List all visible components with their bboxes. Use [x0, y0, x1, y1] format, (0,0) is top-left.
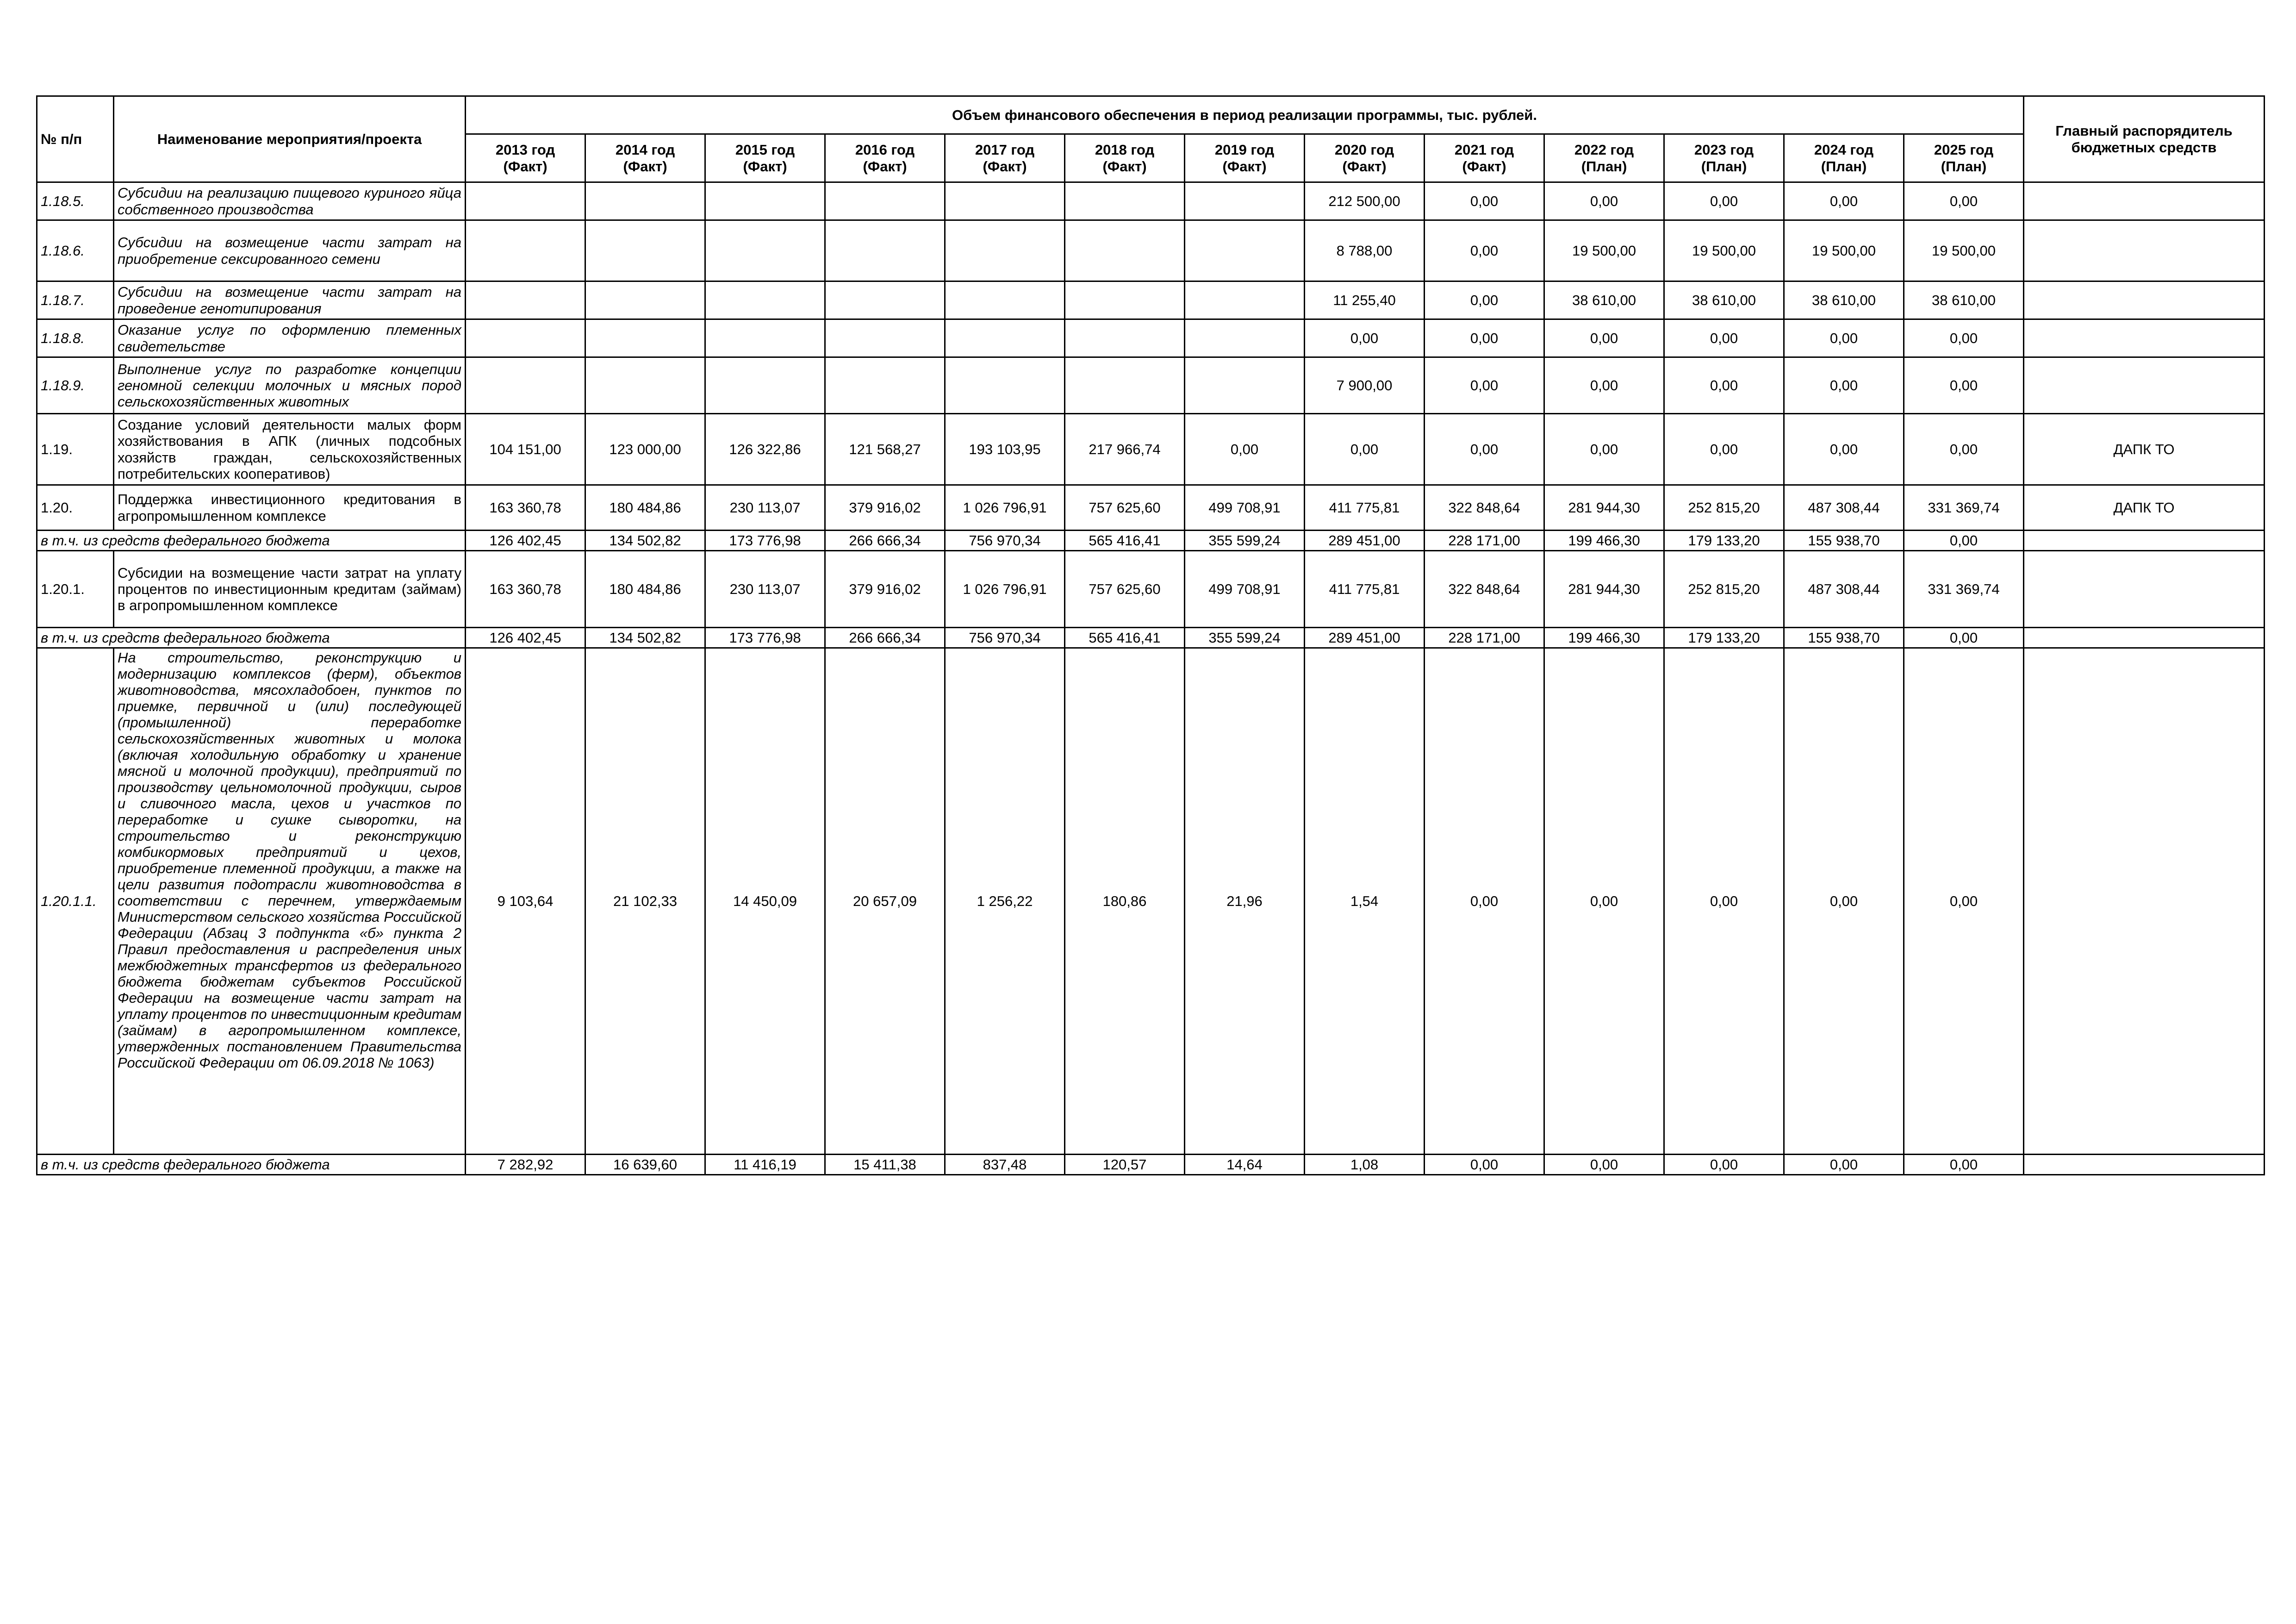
- amount-cell: 499 708,91: [1185, 551, 1305, 628]
- amount-cell: [1185, 357, 1305, 414]
- amount-cell: [1185, 182, 1305, 220]
- amount-cell: 179 133,20: [1664, 531, 1784, 551]
- amount-cell: 8 788,00: [1305, 220, 1425, 281]
- amount-cell: [945, 357, 1065, 414]
- column-header-year: [1544, 134, 1664, 182]
- activity-name: Оказание услуг по оформлению племенных свидетельстве: [114, 319, 466, 357]
- amount-cell: 322 848,64: [1425, 485, 1544, 531]
- amount-cell: 155 938,70: [1784, 531, 1904, 551]
- amount-cell: [1185, 319, 1305, 357]
- responsible-cell: [2024, 319, 2265, 357]
- amount-cell: 9 103,64: [466, 648, 585, 1155]
- amount-cell: 1,08: [1305, 1155, 1425, 1175]
- amount-cell: 173 776,98: [705, 531, 825, 551]
- amount-cell: 163 360,78: [466, 551, 585, 628]
- amount-cell: 20 657,09: [825, 648, 945, 1155]
- amount-cell: 0,00: [1784, 414, 1904, 485]
- activity-name: Создание условий деятельности малых форм хозяйствования в АПК (личных подсобных хозяйств граждан, сельскохозяйственных потребительских кооперативов): [114, 414, 466, 485]
- year-label: 2014 год: [615, 142, 675, 158]
- column-header-year: [1425, 134, 1544, 182]
- amount-cell: [585, 357, 705, 414]
- year-kind: (Факт): [503, 158, 548, 175]
- year-kind: (Факт): [863, 158, 907, 175]
- amount-cell: 0,00: [1784, 357, 1904, 414]
- amount-cell: 1 256,22: [945, 648, 1065, 1155]
- amount-cell: 38 610,00: [1904, 281, 2024, 319]
- row-number: 1.18.9.: [37, 357, 114, 414]
- table-row: [37, 182, 2265, 220]
- amount-cell: [825, 357, 945, 414]
- amount-cell: 230 113,07: [705, 485, 825, 531]
- amount-cell: 0,00: [1544, 319, 1664, 357]
- amount-cell: 0,00: [1425, 281, 1544, 319]
- amount-cell: 180 484,86: [585, 485, 705, 531]
- amount-cell: 14 450,09: [705, 648, 825, 1155]
- responsible-cell: ДАПК ТО: [2024, 485, 2265, 531]
- responsible-cell: [2024, 628, 2265, 648]
- amount-cell: [585, 281, 705, 319]
- amount-cell: 0,00: [1544, 182, 1664, 220]
- amount-cell: 126 322,86: [705, 414, 825, 485]
- column-header-year: [1904, 134, 2024, 182]
- year-label: 2022 год: [1574, 142, 1634, 158]
- amount-cell: [1185, 281, 1305, 319]
- amount-cell: 38 610,00: [1544, 281, 1664, 319]
- amount-cell: 104 151,00: [466, 414, 585, 485]
- amount-cell: 19 500,00: [1544, 220, 1664, 281]
- amount-cell: 411 775,81: [1305, 485, 1425, 531]
- amount-cell: 38 610,00: [1664, 281, 1784, 319]
- amount-cell: 411 775,81: [1305, 551, 1425, 628]
- amount-cell: 1 026 796,91: [945, 551, 1065, 628]
- amount-cell: [705, 357, 825, 414]
- amount-cell: 123 000,00: [585, 414, 705, 485]
- amount-cell: 0,00: [1425, 220, 1544, 281]
- amount-cell: 199 466,30: [1544, 628, 1664, 648]
- amount-cell: 0,00: [1664, 414, 1784, 485]
- amount-cell: 281 944,30: [1544, 551, 1664, 628]
- amount-cell: 1,54: [1305, 648, 1425, 1155]
- amount-cell: 19 500,00: [1664, 220, 1784, 281]
- amount-cell: 155 938,70: [1784, 628, 1904, 648]
- amount-cell: [825, 281, 945, 319]
- activity-name: Выполнение услуг по разработке концепции геномной селекции молочных и мясных пород сельскохозяйственных животных: [114, 357, 466, 414]
- column-header-year: [1065, 134, 1185, 182]
- amount-cell: 379 916,02: [825, 485, 945, 531]
- amount-cell: 120,57: [1065, 1155, 1185, 1175]
- amount-cell: 487 308,44: [1784, 551, 1904, 628]
- amount-cell: 228 171,00: [1425, 531, 1544, 551]
- year-label: 2018 год: [1095, 142, 1155, 158]
- responsible-cell: [2024, 182, 2265, 220]
- responsible-cell: [2024, 531, 2265, 551]
- table-row: [37, 648, 2265, 1155]
- row-number: 1.20.: [37, 485, 114, 531]
- year-label: 2016 год: [855, 142, 915, 158]
- column-header-year: [705, 134, 825, 182]
- year-kind: (План): [1821, 158, 1867, 175]
- amount-cell: 0,00: [1904, 628, 2024, 648]
- amount-cell: 0,00: [1904, 1155, 2024, 1175]
- amount-cell: 19 500,00: [1904, 220, 2024, 281]
- amount-cell: 379 916,02: [825, 551, 945, 628]
- amount-cell: [705, 281, 825, 319]
- amount-cell: [1065, 281, 1185, 319]
- amount-cell: 565 416,41: [1065, 531, 1185, 551]
- column-header-year: [585, 134, 705, 182]
- year-label: 2015 год: [735, 142, 795, 158]
- amount-cell: 0,00: [1664, 319, 1784, 357]
- responsible-cell: [2024, 281, 2265, 319]
- amount-cell: 0,00: [1185, 414, 1305, 485]
- amount-cell: 0,00: [1664, 648, 1784, 1155]
- amount-cell: [705, 319, 825, 357]
- amount-cell: 134 502,82: [585, 628, 705, 648]
- amount-cell: 565 416,41: [1065, 628, 1185, 648]
- responsible-cell: [2024, 551, 2265, 628]
- year-kind: (Факт): [623, 158, 667, 175]
- year-kind: (Факт): [743, 158, 787, 175]
- activity-name: Субсидии на возмещение части затрат на проведение генотипирования: [114, 281, 466, 319]
- amount-cell: 11 255,40: [1305, 281, 1425, 319]
- amount-cell: 180 484,86: [585, 551, 705, 628]
- row-number: 1.20.1.1.: [37, 648, 114, 1155]
- year-label: 2020 год: [1334, 142, 1394, 158]
- amount-cell: 21 102,33: [585, 648, 705, 1155]
- amount-cell: 0,00: [1784, 319, 1904, 357]
- year-kind: (План): [1581, 158, 1627, 175]
- amount-cell: 212 500,00: [1305, 182, 1425, 220]
- row-number: 1.18.6.: [37, 220, 114, 281]
- amount-cell: [945, 319, 1065, 357]
- amount-cell: [466, 182, 585, 220]
- row-number: 1.18.7.: [37, 281, 114, 319]
- amount-cell: [585, 220, 705, 281]
- column-header-year: [1784, 134, 1904, 182]
- amount-cell: 757 625,60: [1065, 485, 1185, 531]
- table-row: [37, 220, 2265, 281]
- amount-cell: 355 599,24: [1185, 531, 1305, 551]
- amount-cell: 0,00: [1425, 648, 1544, 1155]
- amount-cell: 7 900,00: [1305, 357, 1425, 414]
- activity-name: Субсидии на возмещение части затрат на уплату процентов по инвестиционным кредитам (займам) в агропромышленном комплексе: [114, 551, 466, 628]
- year-kind: (Факт): [1342, 158, 1387, 175]
- year-label: 2023 год: [1694, 142, 1754, 158]
- responsible-cell: [2024, 357, 2265, 414]
- amount-cell: [945, 220, 1065, 281]
- amount-cell: 355 599,24: [1185, 628, 1305, 648]
- amount-cell: [1065, 182, 1185, 220]
- amount-cell: 230 113,07: [705, 551, 825, 628]
- amount-cell: 322 848,64: [1425, 551, 1544, 628]
- amount-cell: [825, 220, 945, 281]
- table-subtotal-row: [37, 1155, 2265, 1175]
- year-kind: (Факт): [1462, 158, 1506, 175]
- amount-cell: 180,86: [1065, 648, 1185, 1155]
- year-label: 2025 год: [1934, 142, 1994, 158]
- year-kind: (План): [1941, 158, 1987, 175]
- amount-cell: 0,00: [1544, 357, 1664, 414]
- amount-cell: 757 625,60: [1065, 551, 1185, 628]
- amount-cell: 0,00: [1425, 1155, 1544, 1175]
- amount-cell: 0,00: [1544, 648, 1664, 1155]
- year-kind: (Факт): [1102, 158, 1147, 175]
- table-header: [37, 96, 2265, 182]
- activity-name: Поддержка инвестиционного кредитования в агропромышленном комплексе: [114, 485, 466, 531]
- amount-cell: 14,64: [1185, 1155, 1305, 1175]
- amount-cell: 21,96: [1185, 648, 1305, 1155]
- activity-name: Субсидии на реализацию пищевого куриного яйца собственного производства: [114, 182, 466, 220]
- amount-cell: 0,00: [1664, 1155, 1784, 1175]
- table-row: [37, 357, 2265, 414]
- amount-cell: 217 966,74: [1065, 414, 1185, 485]
- financing-table: [36, 95, 2265, 1175]
- amount-cell: 0,00: [1904, 319, 2024, 357]
- responsible-cell: [2024, 1155, 2265, 1175]
- amount-cell: 0,00: [1904, 648, 2024, 1155]
- amount-cell: 266 666,34: [825, 628, 945, 648]
- column-header-num: № п/п: [37, 96, 114, 182]
- row-number: 1.18.5.: [37, 182, 114, 220]
- amount-cell: 289 451,00: [1305, 628, 1425, 648]
- row-number: 1.18.8.: [37, 319, 114, 357]
- amount-cell: 0,00: [1784, 1155, 1904, 1175]
- amount-cell: 15 411,38: [825, 1155, 945, 1175]
- amount-cell: 0,00: [1904, 531, 2024, 551]
- amount-cell: [945, 281, 1065, 319]
- column-header-year: [1305, 134, 1425, 182]
- amount-cell: [825, 182, 945, 220]
- amount-cell: 19 500,00: [1784, 220, 1904, 281]
- amount-cell: 0,00: [1904, 414, 2024, 485]
- federal-budget-label: в т.ч. из средств федерального бюджета: [37, 531, 466, 551]
- row-number: 1.20.1.: [37, 551, 114, 628]
- amount-cell: [466, 220, 585, 281]
- amount-cell: 126 402,45: [466, 531, 585, 551]
- amount-cell: [585, 319, 705, 357]
- amount-cell: [466, 281, 585, 319]
- amount-cell: 0,00: [1784, 182, 1904, 220]
- amount-cell: 193 103,95: [945, 414, 1065, 485]
- table-row: [37, 281, 2265, 319]
- column-header-year: [466, 134, 585, 182]
- amount-cell: 289 451,00: [1305, 531, 1425, 551]
- amount-cell: 163 360,78: [466, 485, 585, 531]
- amount-cell: 126 402,45: [466, 628, 585, 648]
- amount-cell: 0,00: [1904, 357, 2024, 414]
- column-header-year: [1664, 134, 1784, 182]
- amount-cell: [1065, 319, 1185, 357]
- amount-cell: 11 416,19: [705, 1155, 825, 1175]
- table-row: [37, 551, 2265, 628]
- column-header-finance: Объем финансового обеспечения в период реализации программы, тыс. рублей.: [466, 96, 2024, 134]
- amount-cell: 499 708,91: [1185, 485, 1305, 531]
- year-kind: (Факт): [1222, 158, 1267, 175]
- amount-cell: [1185, 220, 1305, 281]
- amount-cell: 281 944,30: [1544, 485, 1664, 531]
- amount-cell: 0,00: [1904, 182, 2024, 220]
- year-kind: (План): [1701, 158, 1747, 175]
- table-subtotal-row: [37, 531, 2265, 551]
- amount-cell: [705, 220, 825, 281]
- amount-cell: 0,00: [1305, 414, 1425, 485]
- amount-cell: 134 502,82: [585, 531, 705, 551]
- year-label: 2024 год: [1814, 142, 1874, 158]
- amount-cell: 199 466,30: [1544, 531, 1664, 551]
- amount-cell: 0,00: [1425, 182, 1544, 220]
- amount-cell: 0,00: [1544, 414, 1664, 485]
- year-kind: (Факт): [983, 158, 1027, 175]
- column-header-year: [1185, 134, 1305, 182]
- year-label: 2013 год: [495, 142, 555, 158]
- amount-cell: 252 815,20: [1664, 551, 1784, 628]
- amount-cell: 837,48: [945, 1155, 1065, 1175]
- amount-cell: [466, 319, 585, 357]
- amount-cell: [1065, 357, 1185, 414]
- amount-cell: 7 282,92: [466, 1155, 585, 1175]
- column-header-name: Наименование мероприятия/проекта: [114, 96, 466, 182]
- responsible-cell: ДАПК ТО: [2024, 414, 2265, 485]
- amount-cell: 0,00: [1425, 414, 1544, 485]
- amount-cell: [825, 319, 945, 357]
- amount-cell: 179 133,20: [1664, 628, 1784, 648]
- amount-cell: 331 369,74: [1904, 485, 2024, 531]
- column-header-year: [945, 134, 1065, 182]
- amount-cell: 0,00: [1425, 319, 1544, 357]
- amount-cell: 0,00: [1305, 319, 1425, 357]
- amount-cell: 228 171,00: [1425, 628, 1544, 648]
- amount-cell: 266 666,34: [825, 531, 945, 551]
- amount-cell: 0,00: [1425, 357, 1544, 414]
- amount-cell: 252 815,20: [1664, 485, 1784, 531]
- amount-cell: [585, 182, 705, 220]
- responsible-cell: [2024, 648, 2265, 1155]
- amount-cell: 756 970,34: [945, 628, 1065, 648]
- amount-cell: 331 369,74: [1904, 551, 2024, 628]
- table-subtotal-row: [37, 628, 2265, 648]
- federal-budget-label: в т.ч. из средств федерального бюджета: [37, 628, 466, 648]
- year-label: 2017 год: [975, 142, 1035, 158]
- table-row: [37, 485, 2265, 531]
- activity-name: Субсидии на возмещение части затрат на приобретение сексированного семени: [114, 220, 466, 281]
- amount-cell: 173 776,98: [705, 628, 825, 648]
- amount-cell: [705, 182, 825, 220]
- row-number: 1.19.: [37, 414, 114, 485]
- year-label: 2021 год: [1454, 142, 1514, 158]
- amount-cell: 0,00: [1784, 648, 1904, 1155]
- amount-cell: 38 610,00: [1784, 281, 1904, 319]
- year-label: 2019 год: [1214, 142, 1275, 158]
- table-row: [37, 414, 2265, 485]
- table-body: [37, 182, 2265, 1175]
- responsible-cell: [2024, 220, 2265, 281]
- column-header-responsible: Главный распорядитель бюджетных средств: [2024, 96, 2265, 182]
- amount-cell: 0,00: [1664, 357, 1784, 414]
- amount-cell: 487 308,44: [1784, 485, 1904, 531]
- table-row: [37, 319, 2265, 357]
- amount-cell: [466, 357, 585, 414]
- activity-name: На строительство, реконструкцию и модернизацию комплексов (ферм), объектов животноводства, мясохладобоен, пунктов по приемке, первичной и (или) последующей (промышленной) переработке сельскохозяйственных животных и молока (включая холодильную обработку и хранение мясной и молочной продукции), предприятий по производству цельномолочной продукции, сыров и сливочного масла, цехов и участков по переработке и сушке сыворотки, на строительство и реконструкцию комбикормовых предприятий и цехов, приобретение племенной продукции, а также на цели развития подотрасли животноводства в соответствии с перечнем, утверждаемым Министерством сельского хозяйства Российской Федерации (Абзац 3 подпункта «б» пункта 2 Правил предоставления и распределения иных межбюджетных трансфертов из федерального бюджета бюджетам субъектов Российской Федерации на возмещение части затрат на уплату процентов по инвестиционным кредитам (займам) в агропромышленном комплексе, утвержденных постановлением Правительства Российской Федерации от 06.09.2018 № 1063): [114, 648, 466, 1155]
- amount-cell: 756 970,34: [945, 531, 1065, 551]
- amount-cell: 1 026 796,91: [945, 485, 1065, 531]
- amount-cell: 16 639,60: [585, 1155, 705, 1175]
- amount-cell: [945, 182, 1065, 220]
- amount-cell: [1065, 220, 1185, 281]
- amount-cell: 0,00: [1544, 1155, 1664, 1175]
- federal-budget-label: в т.ч. из средств федерального бюджета: [37, 1155, 466, 1175]
- amount-cell: 0,00: [1664, 182, 1784, 220]
- amount-cell: 121 568,27: [825, 414, 945, 485]
- column-header-year: [825, 134, 945, 182]
